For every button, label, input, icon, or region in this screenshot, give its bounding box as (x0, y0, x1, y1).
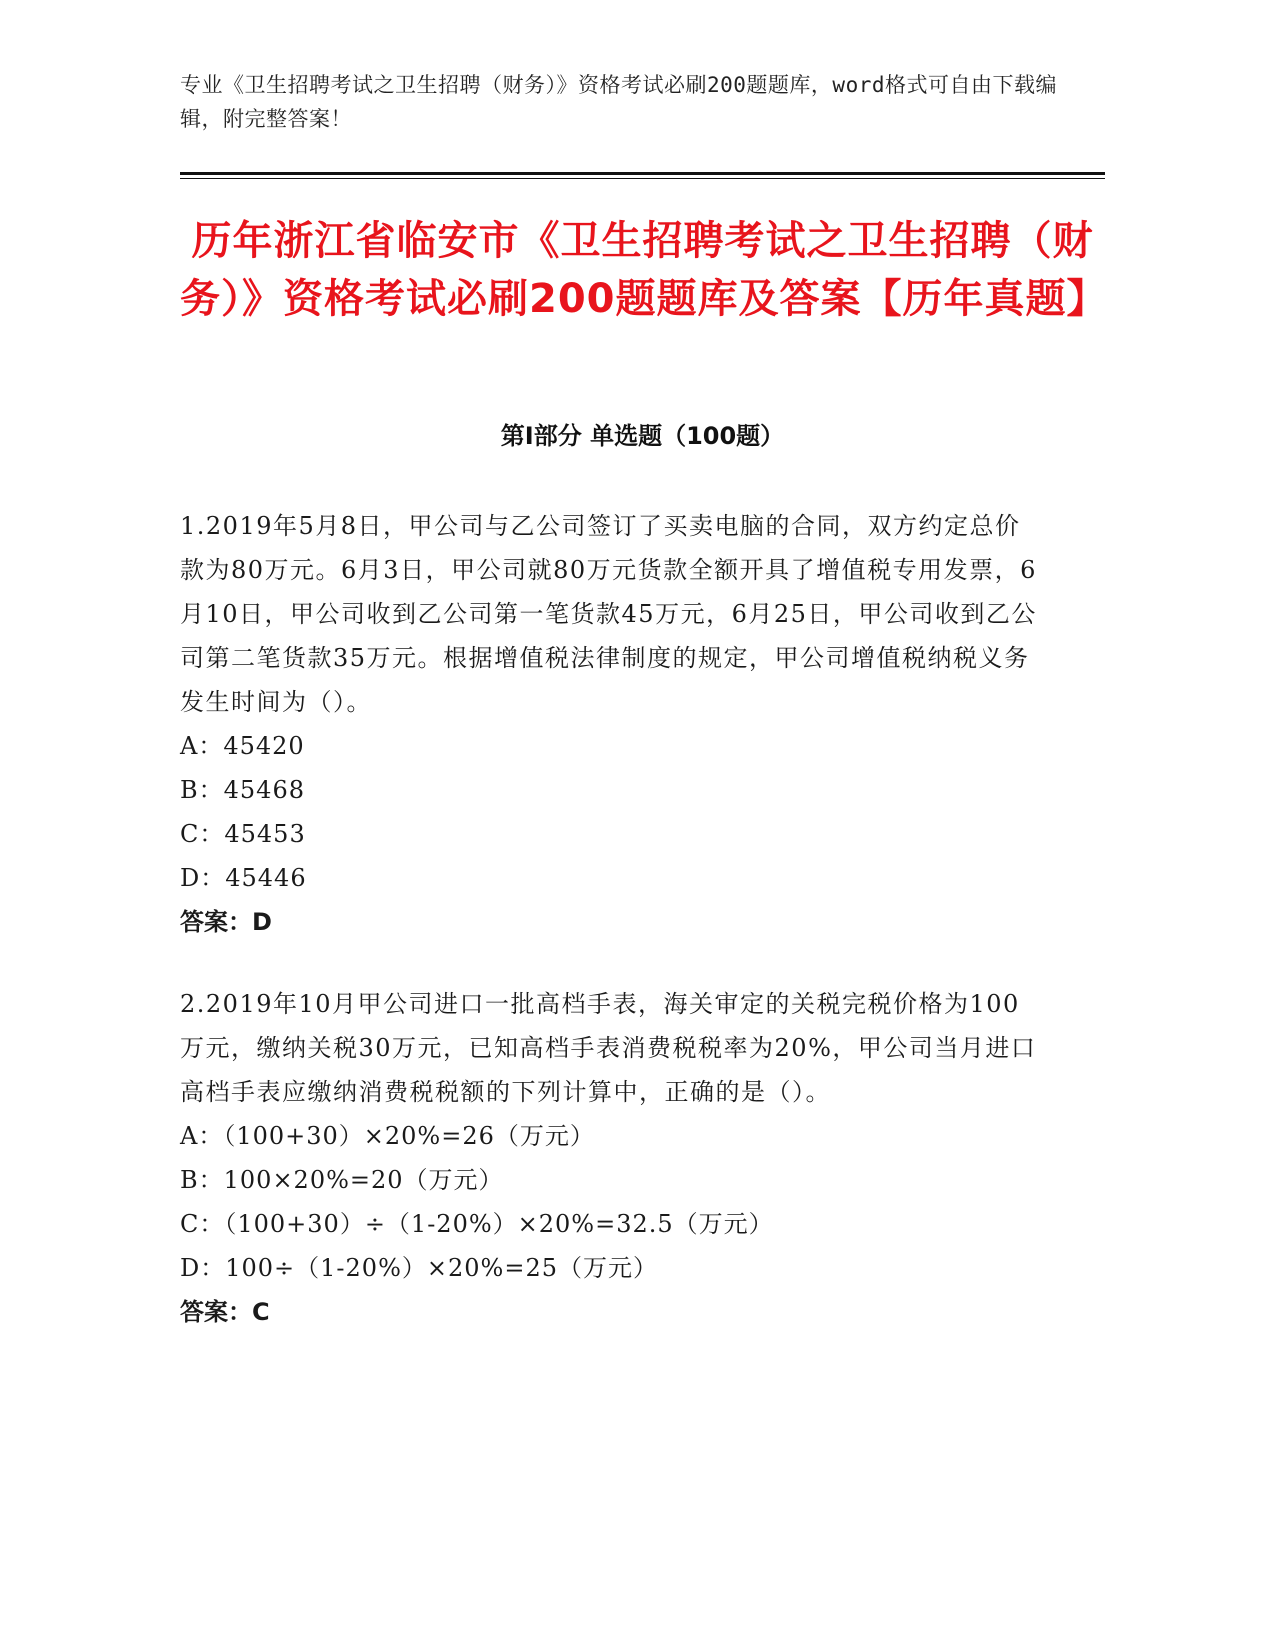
option-c: C：45453 (180, 820, 306, 848)
option-b: B：100×20%=20（万元） (180, 1166, 504, 1194)
option-c: C：（100+30）÷（1-20%）×20%=32.5（万元） (180, 1210, 774, 1238)
question-stem: 1.2019年5月8日，甲公司与乙公司签订了买卖电脑的合同，双方约定总价款为80万元。6月3日，甲公司就80万元货款全额开具了增值税专用发票，6月10日，甲公司收到乙公司第一笔货款45万元，6月25日，甲公司收到乙公司第二笔货款35万元。根据增值税法律制度的规定，甲公司增值税纳税义务发生时间为（）。 (180, 512, 1037, 716)
answer: 答案：D (180, 908, 272, 936)
option-d: D：45446 (180, 864, 307, 892)
option-d: D：100÷（1-20%）×20%=25（万元） (180, 1254, 658, 1282)
header-divider (180, 172, 1105, 175)
header-divider-thin (180, 178, 1105, 179)
option-b: B：45468 (180, 776, 305, 804)
option-a: A：45420 (180, 732, 305, 760)
header-note: 专业《卫生招聘考试之卫生招聘（财务）》资格考试必刷200题题库，word格式可自由下载编辑，附完整答案！ (180, 73, 1057, 131)
question-1 (180, 504, 1040, 944)
option-a: A：（100+30）×20%=26（万元） (180, 1122, 595, 1150)
section-title: 第I部分 单选题（100题） (500, 422, 785, 450)
document-title: 历年浙江省临安市《卫生招聘考试之卫生招聘（财务）》资格考试必刷200题题库及答案【历年真题】 (180, 218, 1108, 322)
question-stem: 2.2019年10月甲公司进口一批高档手表，海关审定的关税完税价格为100万元，缴纳关税30万元，已知高档手表消费税税率为20%，甲公司当月进口高档手表应缴纳消费税税额的下列计算中，正确的是（）。 (180, 990, 1037, 1106)
answer: 答案：C (180, 1298, 270, 1326)
question-2 (180, 982, 1040, 1334)
